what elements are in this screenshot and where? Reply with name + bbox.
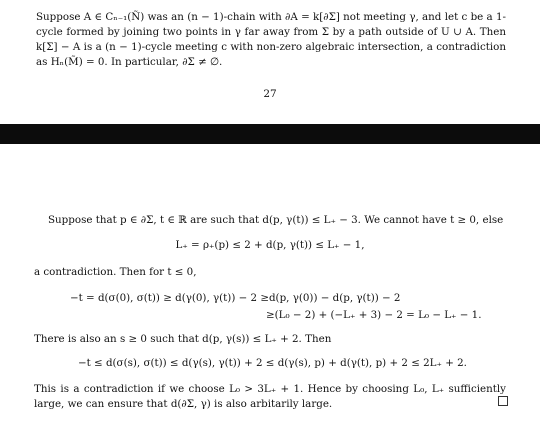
proof-intro-text: Suppose that p ∈ ∂Σ, t ∈ ℝ are such that d(p, γ(t)) ≤ L₊ − 3. We cannot have t ≥ 0, else xyxy=(48,214,504,226)
also-text: There is also an s ≥ 0 such that d(p, γ(s)) ≤ L₊ + 2. Then xyxy=(34,333,332,345)
conclusion-paragraph: This is a contradiction if we choose L₀ > 3L₊ + 1. Hence by choosing L₀, L₊ sufficiently large, we can ensure that d(∂Σ, γ) is also arbitarily large. xyxy=(34,383,506,410)
top-page-fragment xyxy=(0,0,540,124)
proof-paragraph-top: Suppose A ∈ Cₙ₋₁(Ñ) was an (n − 1)-chain with ∂A = k[∂Σ] not meeting γ, and let c be a 1-cycle formed by joining two points in γ far away from Σ by a path outside of U ∪ A. Then k[Σ] − A is a (n − 1)-cycle meeting c with non-zero algebraic intersection, a contradiction as Hₙ(M̃) = 0. In particular, ∂Σ ≠ ∅. xyxy=(36,11,506,68)
bottom-page-fragment xyxy=(0,144,540,422)
equation-3: −t ≤ d(σ(s), σ(t)) ≤ d(γ(s), γ(t)) + 2 ≤ d(γ(s), p) + d(γ(t), p) + 2 ≤ 2L₊ + 2. xyxy=(78,357,467,369)
contradiction-text: a contradiction. Then for t ≤ 0, xyxy=(34,266,197,278)
equation-2-line-1: −t = d(σ(0), σ(t)) ≥ d(γ(0), γ(t)) − 2 ≥d(p, γ(0)) − d(p, γ(t)) − 2 xyxy=(70,292,401,304)
qed-square-icon xyxy=(498,396,508,406)
equation-1: L₊ = ρ₊(p) ≤ 2 + d(p, γ(t)) ≤ L₊ − 1, xyxy=(175,239,365,251)
page-number: 27 xyxy=(263,88,277,100)
page-divider-bar xyxy=(0,124,540,144)
equation-2-line-2: ≥(L₀ − 2) + (−L₊ + 3) − 2 = L₀ − L₊ − 1. xyxy=(266,309,482,321)
